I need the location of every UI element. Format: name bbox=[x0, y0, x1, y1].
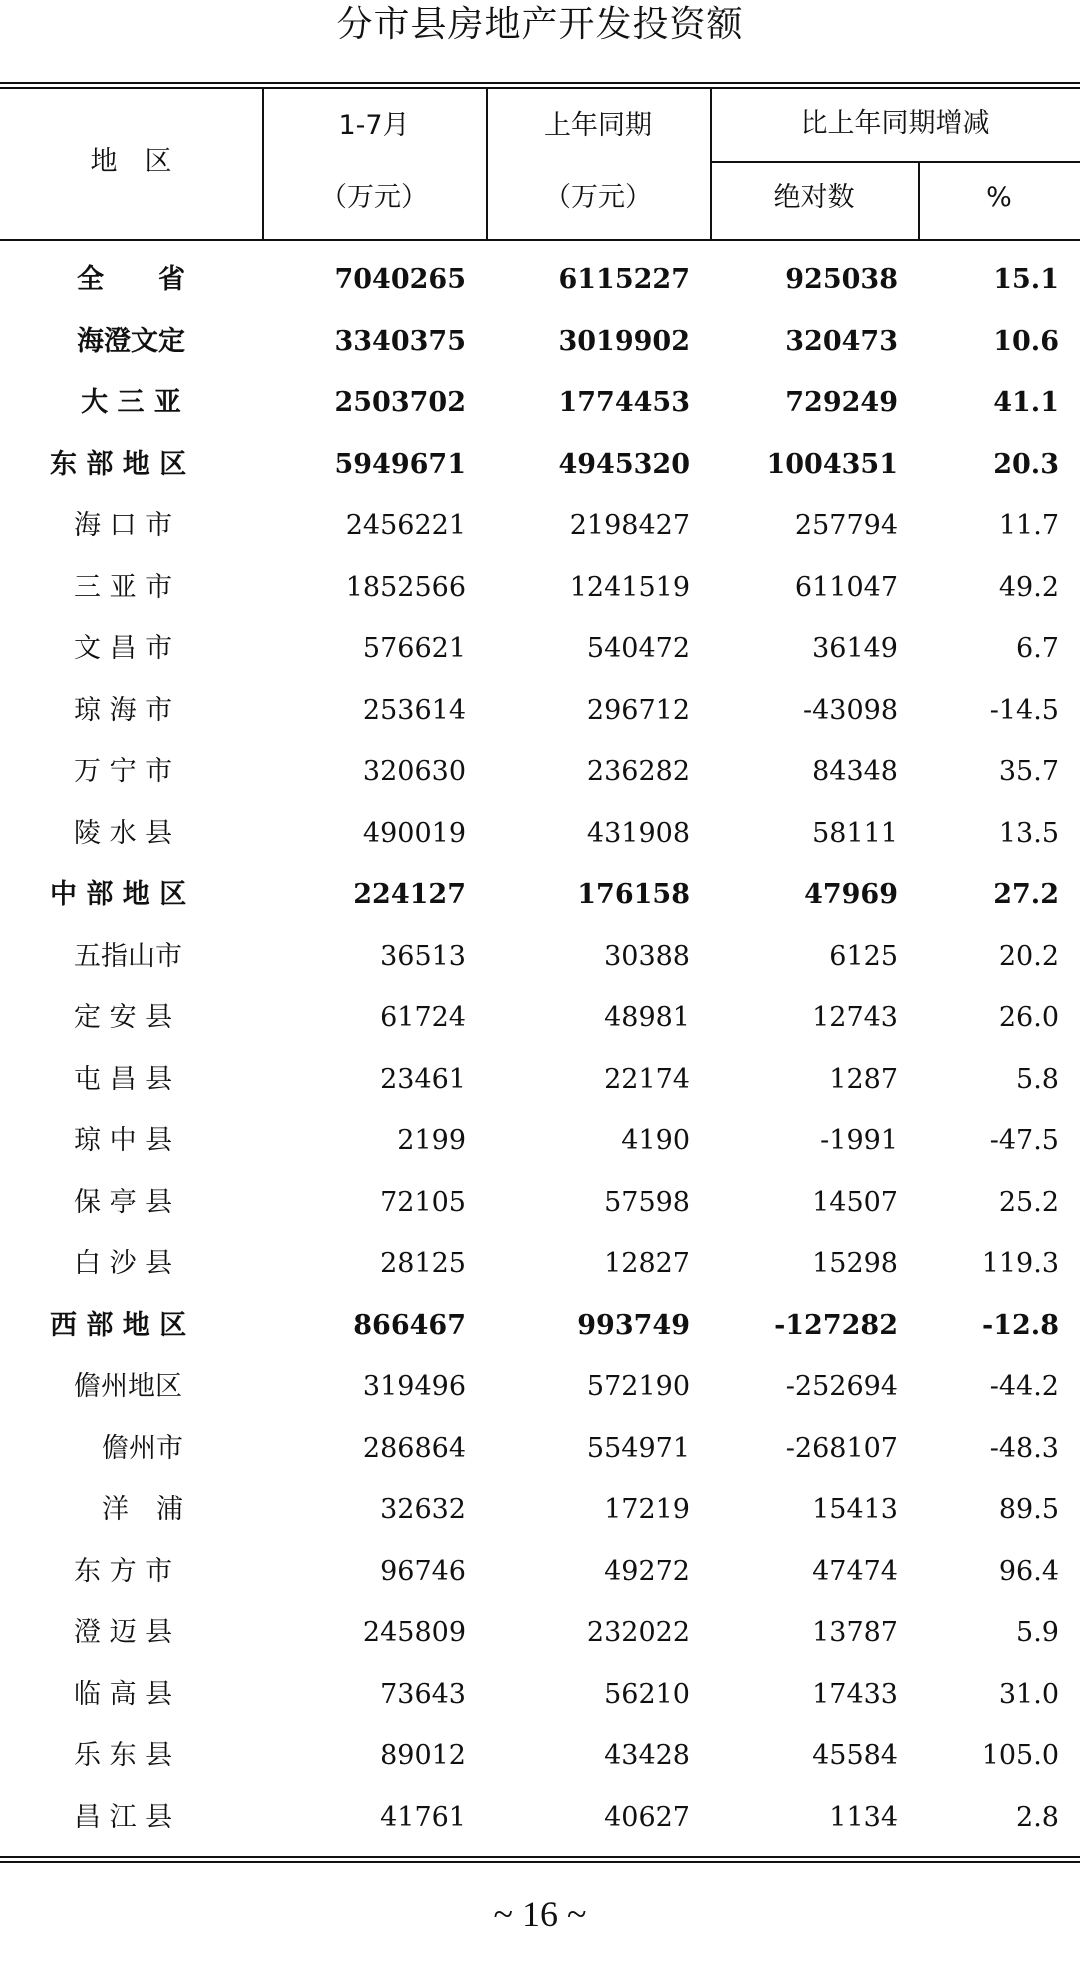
table-row bbox=[0, 1172, 1080, 1234]
header-col1-unit: （万元） bbox=[320, 182, 428, 213]
value-change-pct: 5.8 bbox=[1016, 1063, 1059, 1095]
region-name: 定 安 县 bbox=[74, 1002, 173, 1033]
header-col2-label: 上年同期 bbox=[544, 110, 652, 141]
value-change-pct: 41.1 bbox=[993, 387, 1059, 418]
value-current: 36513 bbox=[380, 940, 466, 972]
value-current: 2456221 bbox=[345, 510, 466, 541]
data-table bbox=[0, 82, 1080, 1863]
value-current: 286864 bbox=[362, 1432, 466, 1464]
value-change-abs: 1134 bbox=[829, 1801, 898, 1833]
value-last-year: 1774453 bbox=[558, 387, 690, 418]
value-change-abs: 611047 bbox=[794, 571, 898, 603]
value-change-pct: 10.6 bbox=[993, 325, 1059, 357]
value-last-year: 6115227 bbox=[558, 264, 690, 295]
table-row bbox=[0, 495, 1080, 557]
table-row bbox=[0, 987, 1080, 1049]
value-last-year: 572190 bbox=[586, 1371, 690, 1402]
value-change-abs: -127282 bbox=[774, 1309, 898, 1341]
value-current: 245809 bbox=[362, 1617, 466, 1648]
value-last-year: 12827 bbox=[604, 1248, 690, 1279]
value-change-pct: -48.3 bbox=[989, 1432, 1059, 1464]
region-name: 昌 江 县 bbox=[74, 1801, 173, 1833]
value-change-abs: 13787 bbox=[812, 1617, 898, 1648]
region-name: 三 亚 市 bbox=[74, 571, 173, 603]
divider bbox=[710, 161, 1080, 163]
region-name: 儋州市 bbox=[102, 1432, 183, 1464]
table-row bbox=[0, 741, 1080, 803]
region-name: 五指山市 bbox=[74, 940, 182, 972]
value-change-pct: 119.3 bbox=[981, 1248, 1059, 1279]
region-name: 中 部 地 区 bbox=[50, 879, 187, 910]
value-current: 89012 bbox=[380, 1740, 466, 1771]
value-current: 2199 bbox=[397, 1125, 466, 1156]
value-change-pct: 5.9 bbox=[1016, 1617, 1059, 1648]
value-last-year: 4190 bbox=[621, 1125, 690, 1156]
value-change-abs: 47969 bbox=[804, 879, 898, 910]
value-current: 253614 bbox=[362, 694, 466, 726]
value-last-year: 993749 bbox=[577, 1309, 690, 1341]
value-change-pct: 20.2 bbox=[998, 940, 1059, 972]
table-row bbox=[0, 1049, 1080, 1111]
value-change-pct: 13.5 bbox=[998, 817, 1059, 849]
region-name: 海 口 市 bbox=[74, 510, 173, 541]
region-name: 全 省 bbox=[77, 264, 185, 295]
value-current: 73643 bbox=[380, 1678, 466, 1710]
value-last-year: 40627 bbox=[604, 1801, 690, 1833]
region-name: 洋 浦 bbox=[102, 1494, 183, 1525]
value-last-year: 1241519 bbox=[569, 571, 690, 603]
table-row bbox=[0, 1295, 1080, 1357]
value-change-pct: 2.8 bbox=[1016, 1801, 1059, 1833]
value-change-abs: 1004351 bbox=[766, 448, 898, 480]
value-last-year: 236282 bbox=[586, 756, 690, 787]
value-change-abs: 84348 bbox=[812, 756, 898, 787]
value-change-abs: 45584 bbox=[812, 1740, 898, 1771]
value-current: 224127 bbox=[353, 879, 466, 910]
value-change-abs: 17433 bbox=[812, 1678, 898, 1710]
table-row bbox=[0, 1725, 1080, 1787]
table-row bbox=[0, 557, 1080, 619]
value-current: 320630 bbox=[362, 756, 466, 787]
value-last-year: 48981 bbox=[604, 1002, 690, 1033]
page-title: 分市县房地产开发投资额 bbox=[336, 4, 744, 45]
value-change-abs: 47474 bbox=[812, 1555, 898, 1587]
region-name: 澄 迈 县 bbox=[74, 1617, 173, 1648]
table-row bbox=[0, 864, 1080, 926]
region-name: 保 亭 县 bbox=[74, 1186, 173, 1218]
value-change-pct: 15.1 bbox=[993, 264, 1059, 295]
value-change-pct: 25.2 bbox=[998, 1186, 1059, 1218]
value-current: 28125 bbox=[380, 1248, 466, 1279]
value-change-abs: 925038 bbox=[785, 264, 898, 295]
value-current: 23461 bbox=[380, 1063, 466, 1095]
value-last-year: 3019902 bbox=[558, 325, 690, 357]
value-current: 1852566 bbox=[345, 571, 466, 603]
value-change-pct: 27.2 bbox=[993, 879, 1059, 910]
value-current: 96746 bbox=[380, 1555, 466, 1587]
table-row bbox=[0, 926, 1080, 988]
value-change-abs: 257794 bbox=[794, 510, 898, 541]
value-last-year: 4945320 bbox=[558, 448, 690, 480]
table-row bbox=[0, 1110, 1080, 1172]
header-region: 地 区 bbox=[90, 146, 172, 177]
value-change-abs: -1991 bbox=[820, 1125, 898, 1156]
top-double-rule bbox=[0, 82, 1080, 89]
region-name: 文 昌 市 bbox=[74, 633, 173, 664]
table-row bbox=[0, 1602, 1080, 1664]
page-number: ~ 16 ~ bbox=[493, 1894, 587, 1934]
region-name: 东 部 地 区 bbox=[50, 448, 187, 480]
region-name: 琼 中 县 bbox=[74, 1125, 173, 1156]
value-current: 576621 bbox=[362, 633, 466, 664]
value-last-year: 43428 bbox=[604, 1740, 690, 1771]
value-change-abs: -252694 bbox=[785, 1371, 898, 1402]
region-name: 万 宁 市 bbox=[74, 756, 173, 787]
value-last-year: 22174 bbox=[604, 1063, 690, 1095]
value-last-year: 30388 bbox=[604, 940, 690, 972]
value-current: 866467 bbox=[353, 1309, 466, 1341]
value-change-pct: 89.5 bbox=[998, 1494, 1059, 1525]
table-row bbox=[0, 1418, 1080, 1480]
value-change-abs: 36149 bbox=[812, 633, 898, 664]
table-row bbox=[0, 1664, 1080, 1726]
value-current: 72105 bbox=[380, 1186, 466, 1218]
value-change-pct: -12.8 bbox=[982, 1309, 1059, 1341]
value-current: 5949671 bbox=[334, 448, 466, 480]
region-name: 海澄文定 bbox=[77, 325, 185, 357]
table-row bbox=[0, 618, 1080, 680]
value-last-year: 57598 bbox=[604, 1186, 690, 1218]
value-current: 319496 bbox=[362, 1371, 466, 1402]
table-row bbox=[0, 434, 1080, 496]
table-row bbox=[0, 803, 1080, 865]
region-name: 乐 东 县 bbox=[74, 1740, 173, 1771]
value-change-abs: 6125 bbox=[829, 940, 898, 972]
value-change-pct: 105.0 bbox=[981, 1740, 1059, 1771]
region-name: 大 三 亚 bbox=[81, 387, 181, 418]
value-last-year: 49272 bbox=[604, 1555, 690, 1587]
value-change-pct: 49.2 bbox=[998, 571, 1059, 603]
value-change-pct: 11.7 bbox=[998, 510, 1059, 541]
value-change-abs: 12743 bbox=[812, 1002, 898, 1033]
value-last-year: 176158 bbox=[577, 879, 690, 910]
region-name: 西 部 地 区 bbox=[50, 1309, 187, 1341]
header-col3: 绝对数 bbox=[773, 182, 855, 213]
region-name: 琼 海 市 bbox=[74, 694, 173, 726]
value-change-abs: 58111 bbox=[812, 817, 898, 849]
value-current: 3340375 bbox=[334, 325, 466, 357]
table-header bbox=[0, 89, 1080, 241]
table-body bbox=[0, 241, 1080, 1856]
header-col1-label: 1-7月 bbox=[338, 110, 410, 141]
region-name: 白 沙 县 bbox=[74, 1248, 173, 1279]
value-last-year: 296712 bbox=[586, 694, 690, 726]
value-last-year: 2198427 bbox=[569, 510, 690, 541]
value-last-year: 232022 bbox=[586, 1617, 690, 1648]
value-current: 2503702 bbox=[334, 387, 466, 418]
value-current: 41761 bbox=[380, 1801, 466, 1833]
value-current: 61724 bbox=[380, 1002, 466, 1033]
region-name: 临 高 县 bbox=[74, 1678, 173, 1710]
table-row bbox=[0, 249, 1080, 311]
value-last-year: 554971 bbox=[586, 1432, 690, 1464]
bottom-double-rule bbox=[0, 1856, 1080, 1863]
region-name: 儋州地区 bbox=[74, 1371, 182, 1402]
value-last-year: 431908 bbox=[586, 817, 690, 849]
table-row bbox=[0, 372, 1080, 434]
value-current: 7040265 bbox=[334, 264, 466, 295]
table-row bbox=[0, 1233, 1080, 1295]
table-row bbox=[0, 1541, 1080, 1603]
table-row bbox=[0, 311, 1080, 373]
value-change-pct: 31.0 bbox=[998, 1678, 1059, 1710]
value-change-abs: 14507 bbox=[812, 1186, 898, 1218]
region-name: 屯 昌 县 bbox=[74, 1063, 173, 1095]
value-last-year: 56210 bbox=[604, 1678, 690, 1710]
value-change-pct: -44.2 bbox=[989, 1371, 1059, 1402]
value-change-pct: -47.5 bbox=[989, 1125, 1059, 1156]
value-change-pct: 96.4 bbox=[998, 1555, 1059, 1587]
table-row bbox=[0, 1787, 1080, 1849]
value-change-abs: 320473 bbox=[785, 325, 898, 357]
header-change-group: 比上年同期增减 bbox=[800, 108, 990, 139]
table-row bbox=[0, 680, 1080, 742]
value-last-year: 17219 bbox=[604, 1494, 690, 1525]
value-current: 32632 bbox=[380, 1494, 466, 1525]
region-name: 陵 水 县 bbox=[74, 817, 173, 849]
value-change-abs: -268107 bbox=[785, 1432, 898, 1464]
value-change-pct: 20.3 bbox=[993, 448, 1059, 480]
value-change-abs: -43098 bbox=[802, 694, 898, 726]
region-name: 东 方 市 bbox=[74, 1555, 173, 1587]
value-change-pct: -14.5 bbox=[989, 694, 1059, 726]
value-change-abs: 15413 bbox=[812, 1494, 898, 1525]
value-change-abs: 1287 bbox=[829, 1063, 898, 1095]
value-change-pct: 6.7 bbox=[1016, 633, 1059, 664]
value-change-pct: 26.0 bbox=[998, 1002, 1059, 1033]
table-row bbox=[0, 1479, 1080, 1541]
value-change-abs: 729249 bbox=[785, 387, 898, 418]
value-change-pct: 35.7 bbox=[998, 756, 1059, 787]
value-change-abs: 15298 bbox=[812, 1248, 898, 1279]
header-col4: % bbox=[986, 182, 1012, 213]
table-row bbox=[0, 1356, 1080, 1418]
value-last-year: 540472 bbox=[586, 633, 690, 664]
header-col2-unit: （万元） bbox=[544, 182, 652, 213]
value-current: 490019 bbox=[362, 817, 466, 849]
